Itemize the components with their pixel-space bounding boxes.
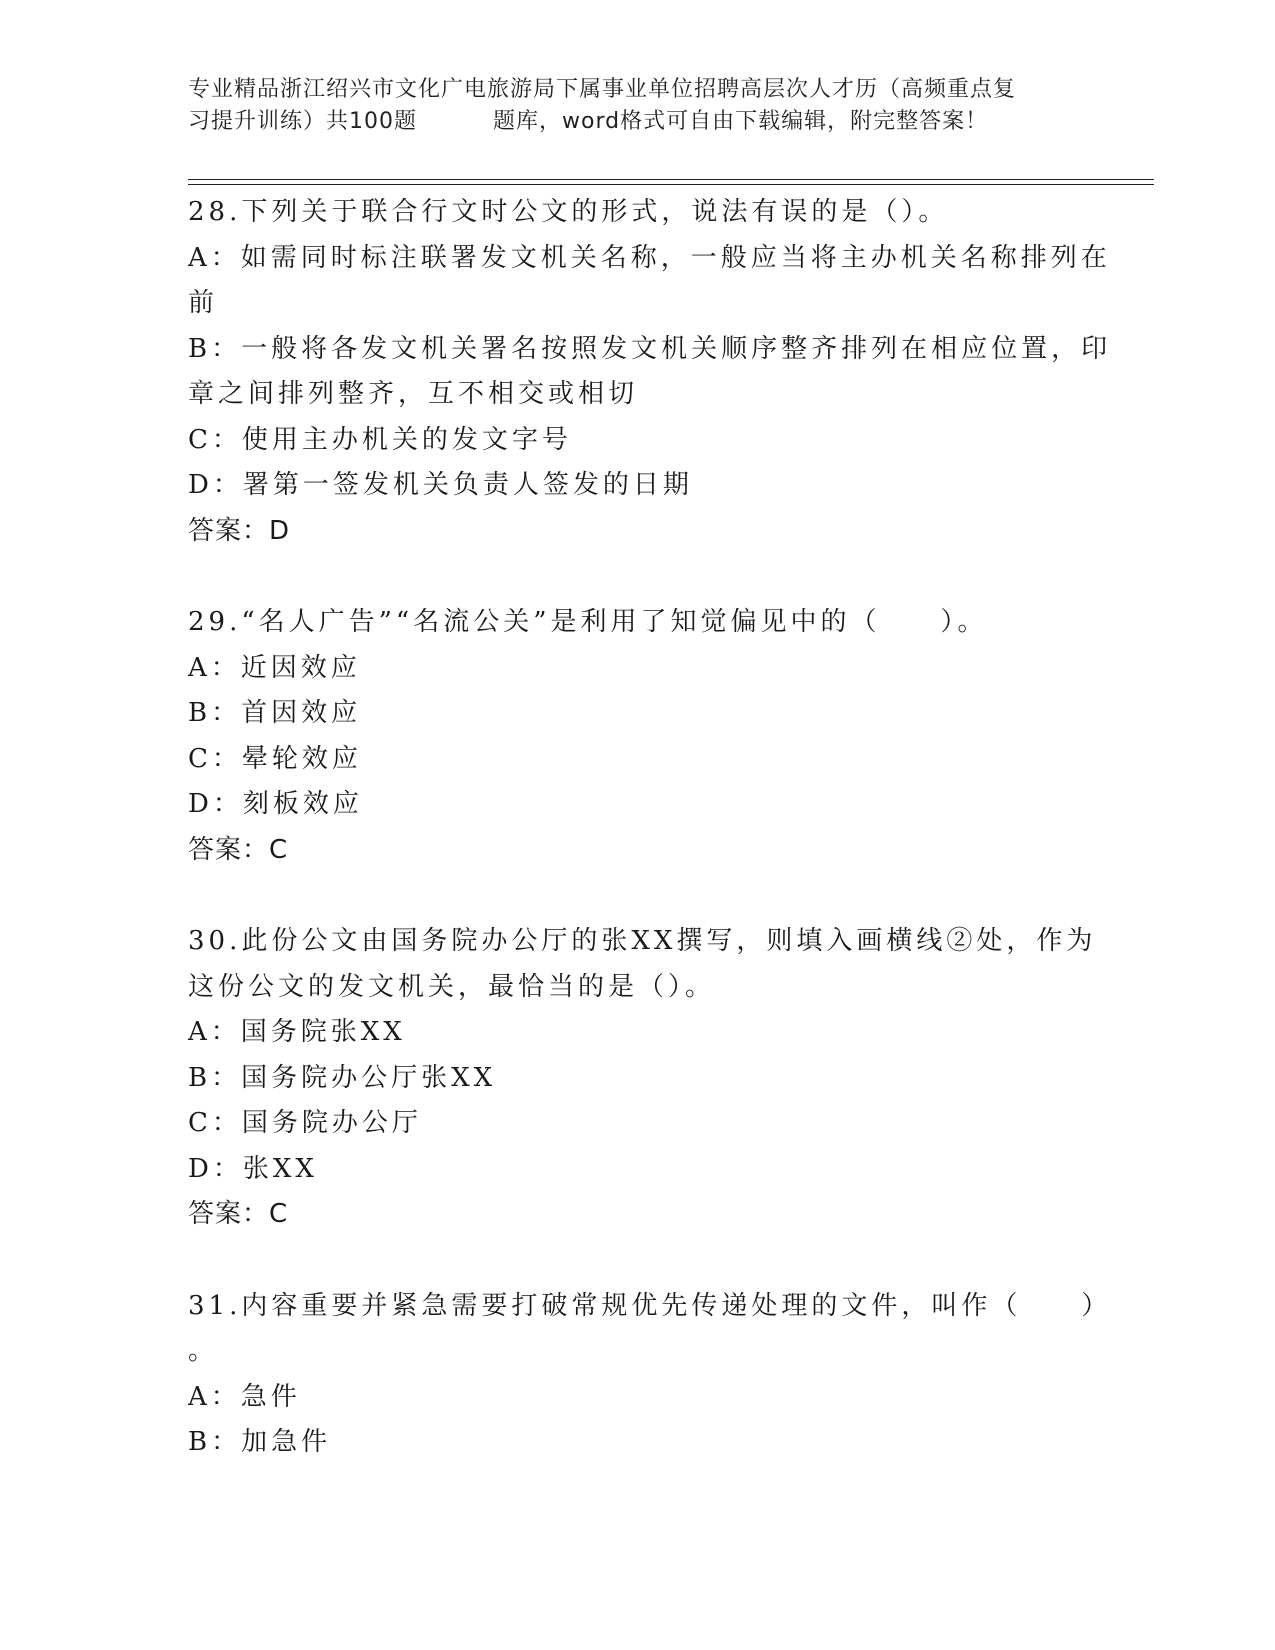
- answer-label: 答案：D: [188, 515, 291, 546]
- answer-label: 答案：C: [188, 1199, 289, 1229]
- question-stem: 31.内容重要并紧急需要打破常规优先传递处理的文件，叫作（ ）: [188, 1290, 1112, 1321]
- option-d: D：署第一签发机关负责人签发的日期: [188, 470, 693, 500]
- question-list: [188, 190, 1112, 1466]
- question-stem: 28.下列关于联合行文时公文的形式，说法有误的是（）。: [188, 197, 949, 227]
- header-title-part-a: 习提升训练）共100题: [188, 109, 417, 134]
- header-title-line-2: [188, 106, 1088, 138]
- header-divider-bottom: [188, 184, 1154, 185]
- question-29: [188, 600, 1088, 873]
- question-28: [188, 190, 1112, 554]
- option-b: B：首因效应: [188, 698, 362, 728]
- question-stem: 30.此份公文由国务院办公厅的张XX撰写，则填入画横线②处，作为: [188, 926, 1097, 956]
- question-stem-continued: 。: [188, 1336, 219, 1366]
- option-a: A：如需同时标注联署发文机关名称，一般应当将主办机关名称排列在: [188, 242, 1111, 273]
- question-stem-continued: 这份公文的发文机关，最恰当的是（）。: [188, 971, 716, 1002]
- option-c: C：国务院办公厅: [188, 1108, 422, 1138]
- option-b: B：一般将各发文机关署名按照发文机关顺序整齐排列在相应位置，印: [188, 333, 1112, 364]
- header-title-line-1: 专业精品浙江绍兴市文化广电旅游局下属事业单位招聘高层次人才历（高频重点复: [188, 77, 1017, 102]
- option-c: C：晕轮效应: [188, 743, 362, 774]
- option-a: A：急件: [188, 1381, 301, 1412]
- option-b: B：加急件: [188, 1427, 332, 1457]
- option-d: D：张XX: [188, 1153, 318, 1184]
- option-b: B：国务院办公厅张XX: [188, 1062, 497, 1093]
- question-30: [188, 919, 1097, 1238]
- header-title-part-b: 题库，word格式可自由下载编辑，附完整答案！: [493, 109, 989, 134]
- question-31: [188, 1284, 1112, 1466]
- option-a: A：国务院张XX: [188, 1017, 406, 1047]
- header-divider-top: [188, 179, 1154, 180]
- option-a-continued: 前: [188, 288, 219, 318]
- option-a: A：近因效应: [188, 652, 361, 683]
- answer-label: 答案：C: [188, 834, 289, 865]
- page-header: [188, 74, 1088, 138]
- option-d: D：刻板效应: [188, 789, 363, 819]
- option-b-continued: 章之间排列整齐，互不相交或相切: [188, 379, 639, 409]
- option-c: C：使用主办机关的发文字号: [188, 424, 572, 455]
- question-stem: 29.“名人广告”“名流公关”是利用了知觉偏见中的（ ）。: [188, 607, 988, 637]
